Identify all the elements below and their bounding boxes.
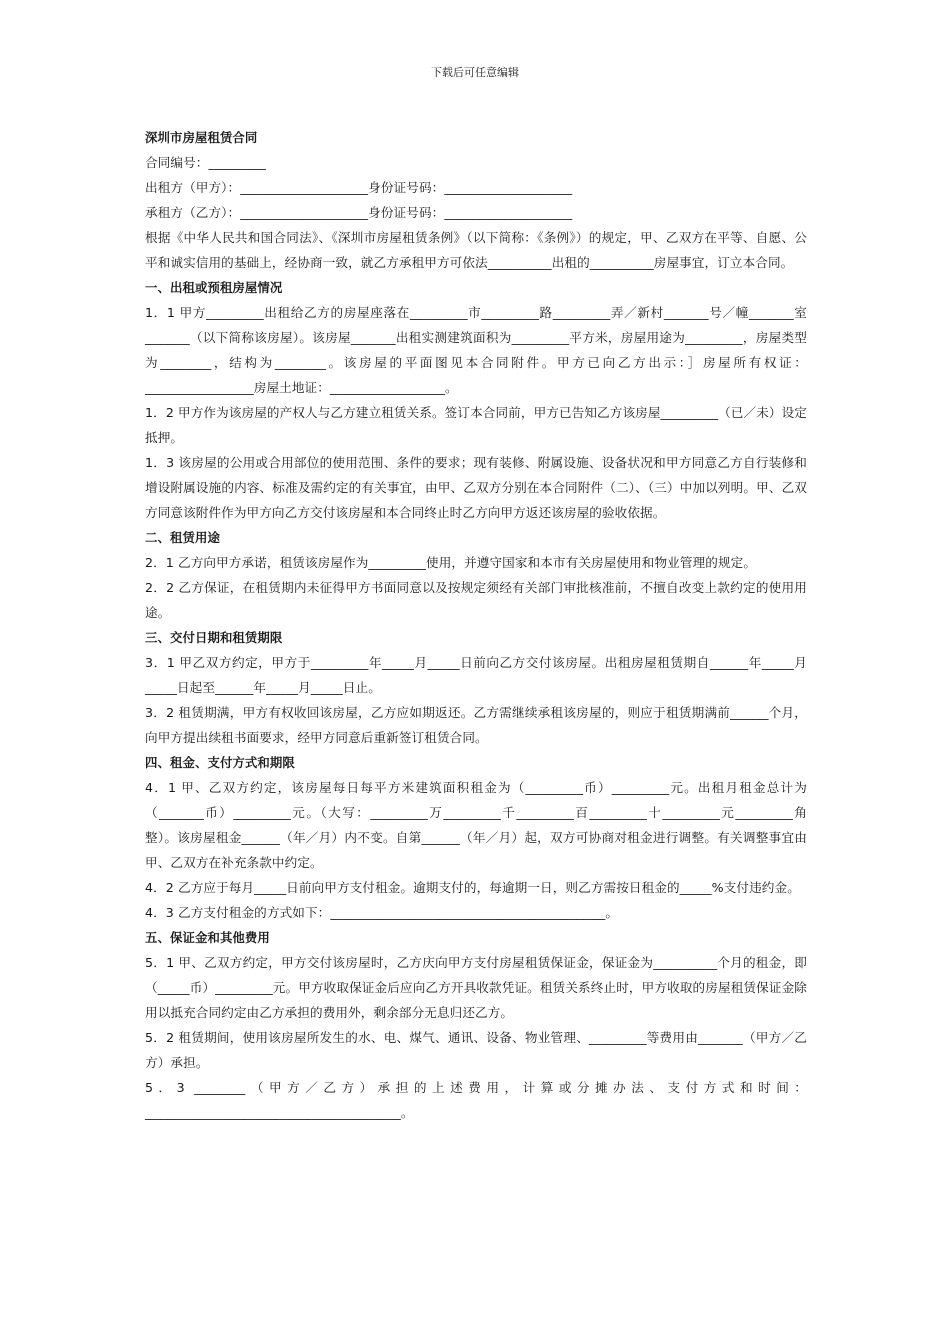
contract-body (145, 125, 807, 1125)
clause-paragraph: 2．1 乙方向甲方承诺，租赁该房屋作为_________使用，并遵守国家和本市有关房屋使用和物业管理的规定。 (145, 555, 757, 570)
lessee-line: 承租方（乙方）：____________________身份证号码：____________________ (145, 205, 573, 220)
clause-paragraph: 1．2 甲方作为该房屋的产权人与乙方建立租赁关系。签订本合同前，甲方已告知乙方该房屋_________（已／未）设定抵押。 (145, 405, 807, 445)
section-heading: 五、保证金和其他费用 (145, 930, 270, 945)
section-heading: 一、出租或预租房屋情况 (145, 280, 283, 295)
clause-paragraph: 3．2 租赁期满，甲方有权收回该房屋，乙方应如期返还。乙方需继续承租该房屋的，则应于租赁期满前______个月，向甲方提出续租书面要求，经甲方同意后重新签订租赁合同。 (145, 705, 807, 745)
lessor-line: 出租方（甲方）：____________________身份证号码：____________________ (145, 180, 573, 195)
section-heading: 二、租赁用途 (145, 530, 220, 545)
page-header: 下载后可任意编辑 (431, 66, 519, 79)
clause-paragraph: 4．3 乙方支付租金的方式如下：___________________________________________。 (145, 905, 619, 920)
contract-title: 深圳市房屋租赁合同 (145, 130, 258, 145)
section-heading: 三、交付日期和租赁期限 (145, 630, 283, 645)
clause-paragraph: 5．3 ________（甲方／乙方）承担的上述费用，计算或分摊办法、支付方式和时间：________________________________________。 (145, 1080, 807, 1120)
clause-paragraph: 5．1 甲、乙双方约定，甲方交付该房屋时，乙方庆向甲方支付房屋租赁保证金，保证金为__________个月的租金，即（_____币）_________元。甲方收取保证金后应向乙方开具收款凭证。租赁关系终止时，甲方收取的房屋租赁保证金除用以抵充合同约定由乙方承担的费用外，剩余部分无息归还乙方。 (145, 955, 807, 1020)
clause-paragraph: 2．2 乙方保证，在租赁期内未征得甲方书面同意以及按规定须经有关部门审批核准前，不擅自改变上款约定的使用用途。 (145, 580, 807, 620)
contract-number-line: 合同编号：_________ (145, 155, 267, 170)
clause-paragraph: 1．3 该房屋的公用或合用部位的使用范围、条件的要求；现有装修、附属设施、设备状况和甲方同意乙方自行装修和增设附属设施的内容、标准及需约定的有关事宜，由甲、乙双方分别在本合同附件（二）、（三）中加以列明。甲、乙双方同意该附件作为甲方向乙方交付该房屋和本合同终止时乙方向甲方返还该房屋的验收依据。 (145, 455, 807, 520)
section-heading: 四、租金、支付方式和期限 (145, 755, 295, 770)
clause-paragraph: 4．2 乙方应于每月_____日前向甲方支付租金。逾期支付的，每逾期一日，则乙方需按日租金的_____%支付违约金。 (145, 880, 800, 895)
clause-paragraph: 4．1 甲、乙双方约定，该房屋每日每平方米建筑面积租金为（_________币）_________元。出租月租金总计为（_______币）_________元。（大写：_________万_________千_________百_________十_________元_________角整）。该房屋租金______（年／月）内不变。自第______（年／月）起，双方可协商对租金进行调整。有关调整事宜由甲、乙双方在补充条款中约定。 (145, 780, 807, 870)
clause-paragraph: 1．1 甲方_________出租给乙方的房屋座落在_________市_________路_________弄／新村_______号／幢_______室_______（以下简称该房屋）。该房屋_______出租实测建筑面积为_________平方米，房屋用途为_________，房屋类型为________，结构为________。该房屋的平面图见本合同附件。甲方已向乙方出示：］房屋所有权证：_________________房屋土地证：__________________。 (145, 305, 807, 395)
clause-paragraph: 3．1 甲乙双方约定，甲方于_________年_____月_____日前向乙方交付该房屋。出租房屋租赁期自______年_____月_____日起至______年_____月_____日止。 (145, 655, 807, 695)
clause-paragraph: 5．2 租赁期间，使用该房屋所发生的水、电、煤气、通讯、设备、物业管理、_________等费用由_______（甲方／乙方）承担。 (145, 1030, 807, 1070)
preamble-paragraph: 根据《中华人民共和国合同法》、《深圳市房屋租赁条例》（以下简称：《条例》）的规定，甲、乙双方在平等、自愿、公平和诚实信用的基础上，经协商一致，就乙方承租甲方可依法__________出租的__________房屋事宜，订立本合同。 (145, 230, 807, 270)
